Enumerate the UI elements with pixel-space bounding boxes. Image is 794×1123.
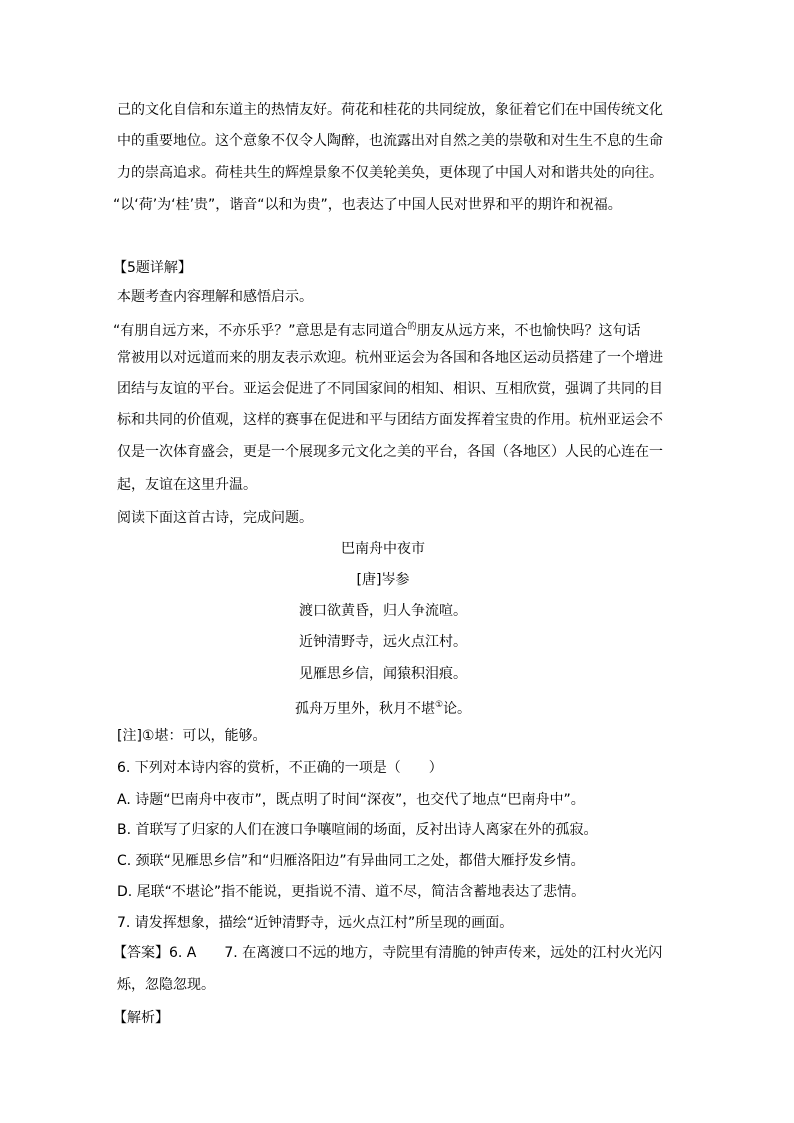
text: “有朋自远方来，不亦乐乎？”意思是有志同道合 xyxy=(113,323,408,339)
footnote: [注]①堪：可以，能够。 xyxy=(117,728,267,744)
paragraph-line: 团结与友谊的平台。亚运会促进了不同国家间的相知、相识、互相欣赏，强调了共同的目 xyxy=(117,381,663,397)
poem-author: [唐]岑参 xyxy=(356,572,410,588)
section-heading: 【5题详解】 xyxy=(113,260,192,276)
paragraph-line: “以‘荷’为‘桂’贵”，谐音“以和为贵”，也表达了中国人民对世界和平的期许和祝福。 xyxy=(113,197,622,213)
poem-line: 渡口欲黄昏，归人争流喧。 xyxy=(299,603,467,619)
analysis-heading: 【解析】 xyxy=(113,1010,169,1026)
question-7: 7. 请发挥想象，描绘“近钟清野寺，远火点江村”所呈现的画面。 xyxy=(117,915,514,931)
paragraph-line xyxy=(113,318,641,340)
paragraph-line: 标和共同的价值观，这样的赛事在促进和平与团结方面发挥着宝贵的作用。杭州亚运会不 xyxy=(117,412,663,428)
text: 论。 xyxy=(443,701,472,717)
poem-line: 近钟清野寺，远火点江村。 xyxy=(299,634,467,650)
option-b: B. 首联写了归家的人们在渡口争嚷喧闹的场面，反衬出诗人离家在外的孤寂。 xyxy=(117,822,598,838)
paragraph-line: 力的崇高追求。荷桂共生的辉煌景象不仅美轮美奂，更体现了中国人对和谐共处的向往。 xyxy=(117,165,663,181)
paragraph-line: 中的重要地位。这个意象不仅令人陶醉，也流露出对自然之美的崇敬和对生生不息的生命 xyxy=(117,133,663,149)
option-c: C. 颈联“见雁思乡信”和“归雁洛阳边”有异曲同工之处，都借大雁抒发乡情。 xyxy=(117,853,585,869)
superscript: 的 xyxy=(407,322,417,332)
question-6: 6. 下列对本诗内容的赏析，不正确的一项是（ ） xyxy=(117,760,443,776)
poem-line: 见雁思乡信，闻猿积泪痕。 xyxy=(299,666,467,682)
text: 朋友从远方来，不也愉快吗？这句话 xyxy=(416,323,641,339)
poem-title: 巴南舟中夜市 xyxy=(341,541,425,557)
option-d: D. 尾联“不堪论”指不能说，更指说不清、道不尽，简洁含蓄地表达了悲情。 xyxy=(117,884,586,900)
answer-7: 7. 在离渡口不远的地方，寺院里有清脆的钟声传来，远处的江村火光闪 xyxy=(224,945,663,961)
paragraph-line: 常被用以对远道而来的朋友表示欢迎。杭州亚运会为各国和各地区运动员搭建了一个增进 xyxy=(117,350,663,366)
poem-line xyxy=(0,696,766,718)
paragraph-line: 仅是一次体育盛会，更是一个展现多元文化之美的平台，各国（各地区）人民的心连在一 xyxy=(117,444,663,460)
paragraph-line: 己的文化自信和东道主的热情友好。荷花和桂花的共同绽放，象征着它们在中国传统文化 xyxy=(117,102,663,118)
answer-label: 【答案】6. A xyxy=(113,945,197,961)
paragraph-line: 本题考查内容理解和感悟启示。 xyxy=(117,289,313,305)
reading-prompt: 阅读下面这首古诗，完成问题。 xyxy=(117,510,313,526)
footnote-marker: ① xyxy=(434,700,444,710)
answer-line: 烁，忽隐忽现。 xyxy=(117,977,215,993)
text: 孤舟万里外，秋月不堪 xyxy=(294,701,435,717)
answer-line xyxy=(113,944,662,962)
option-a: A. 诗题“巴南舟中夜市”，既点明了时间“深夜”，也交代了地点“巴南舟中”。 xyxy=(117,792,585,808)
paragraph-line: 起，友谊在这里升温。 xyxy=(117,477,257,493)
